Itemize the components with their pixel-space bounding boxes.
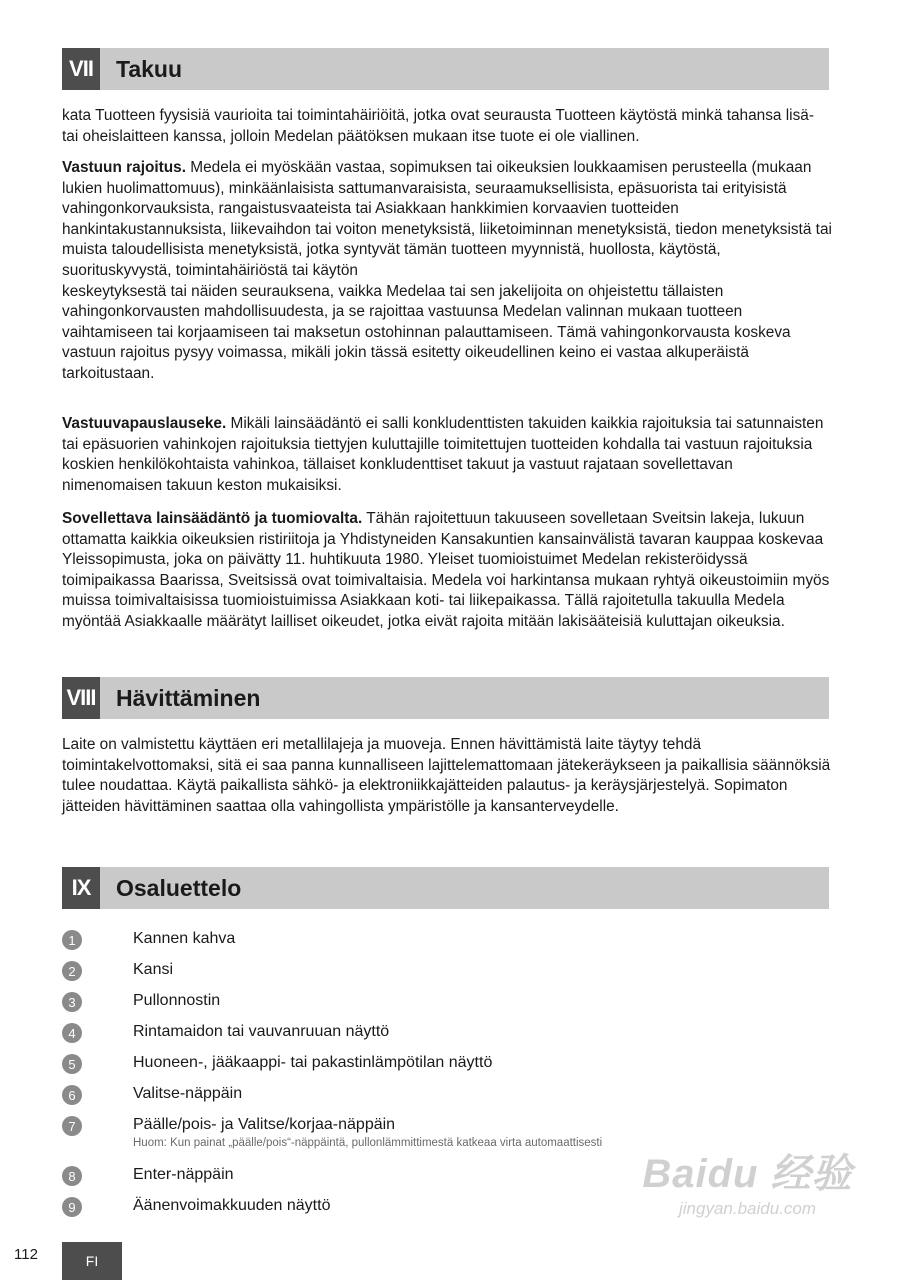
section-title: Hävittäminen [116,684,261,711]
paragraph-body: Tähän rajoitettuun takuuseen sovelletaan Sveitsin lakeja, lukuun ottamatta kaikkia oikeuksien ristiriitoja ja Yhdistyneiden Kansakuntien kansainvälistä tavaran kauppaa koskevaa Yleissopimusta, joka on päivätty 11. huhtikuuta 1980. Yleiset tuomioistuimet Medelan rekisteröidyssä toimipaikassa Baarissa, Sveitsissä ovat toimivaltaisia. Medela voi harkintansa mukaan ryhtyä oikeustoimiin myös muissa toimivaltaisissa tuomioistuimissa Asiakkaan koti- tai liikepaikassa. Tällä rajoitetulla takuulla Medela myöntää Asiakkaalle määrätyt lailliset oikeudet, jotka eivät rajoita mitään lakisääteisiä kuluttajan oikeuksia. [62,510,830,630]
list-item [62,1083,832,1114]
item-label: Rintamaidon tai vauvanruuan näyttö [133,1023,390,1040]
item-label: Äänenvoimakkuuden näyttö [133,1197,331,1214]
item-number-badge: 1 [62,930,82,950]
list-item [62,1052,832,1083]
language-tab: FI [62,1242,122,1280]
paragraph-lead: Vastuun rajoitus. [62,159,187,176]
list-item [62,959,832,990]
section-header-takuu [62,48,829,90]
item-label: Päälle/pois- ja Valitse/korjaa-näppäin [133,1116,396,1133]
item-label: Valitse-näppäin [133,1085,243,1102]
item-note: Huom: Kun painat „päälle/pois“-näppäintä, pullonlämmittimestä katkeaa virta automaattisesti [133,1137,603,1149]
watermark-url: jingyan.baidu.com [678,1199,817,1218]
section-number: VIII [62,677,100,719]
item-label: Kansi [133,961,174,978]
item-label: Pullonnostin [133,992,221,1009]
takuu-paragraph-1: kata Tuotteen fyysisiä vaurioita tai toimintahäiriöitä, jotka ovat seurausta Tuotteen käytöstä minkä tahansa lisä- tai oheislaitteen kanssa, jolloin Medelan päätöksen mukaan itse tuote ei ole viallinen. [62,107,814,145]
item-number-badge: 3 [62,992,82,1012]
paragraph-lead: Vastuuvapauslauseke. [62,415,227,432]
item-number-badge: 7 [62,1116,82,1136]
section-header-havittaminen [62,677,829,719]
takuu-paragraph-vastuuvapauslauseke [62,414,832,496]
section-title: Osaluettelo [116,874,242,901]
item-label: Huoneen-, jääkaappi- tai pakastinlämpötilan näyttö [133,1054,493,1071]
page-number: 112 [14,1246,38,1263]
item-label: Kannen kahva [133,930,236,947]
paragraph-lead: Sovellettava lainsäädäntö ja tuomiovalta. [62,510,363,527]
takuu-paragraph-lainsaadanto [62,509,832,633]
list-item [62,1021,832,1052]
section-title: Takuu [116,55,183,82]
section-number: IX [62,867,100,909]
list-item [62,990,832,1021]
section-number: VII [62,48,100,90]
paragraph-body: Medela ei myöskään vastaa, sopimuksen tai oikeuksien loukkaamisen perusteella (mukaan lukien huolimattomuus), minkäänlaisista sattumanvaraisista, seuraamuksellisista, epäsuorista tai erityisistä vahingonkorvauksista, rangaistusvaateista tai Asiakkaan hankkimien korvaavien tuotteiden hankintakustannuksista, liikevaihdon tai voiton menetyksistä, liiketoiminnan menetyksistä, tiedon menetyksistä tai muista taloudellisista menetyksistä, jotka syntyvät tämän tuotteen myynnistä, huollosta, käytöstä, suorituskyvystä, toimintahäiriöstä tai käytön [62,159,832,279]
item-number-badge: 2 [62,961,82,981]
havittaminen-paragraph: Laite on valmistettu käyttäen eri metallilajeja ja muoveja. Ennen hävittämistä laite täytyy tehdä toimintakelvottomaksi, sitä ei saa panna kunnalliseen lajittelemattomaan jätekeräykseen ja paikallisia säännöksiä tulee noudattaa. Käytä paikallista sähkö- ja elektroniikkajätteiden palautus- ja keräysjärjestelyä. Sopimaton jätteiden hävittäminen saattaa olla vahingollista ympäristölle ja kansanterveydelle. [62,736,831,815]
item-number-badge: 6 [62,1085,82,1105]
item-number-badge: 5 [62,1054,82,1074]
list-item [62,928,832,959]
paragraph-body: Mikäli lainsäädäntö ei salli konkludenttisten takuiden kaikkia rajoituksia tai satunnaisten tai epäsuorien vahinkojen rajoituksia tiettyjen kuluttajille toimitettujen tuotteiden kohdalla tai vastuun rajoituksia koskien henkilökohtaista vahinkoa, tällaiset konkludenttiset takuut ja vastuut rajataan sovellettavan nimenomaisen takuun keston mukaisiksi. [62,415,824,494]
item-number-badge: 4 [62,1023,82,1043]
takuu-paragraph-vastuun-rajoitus [62,158,832,385]
section-header-osaluettelo [62,867,829,909]
item-number-badge: 9 [62,1197,82,1217]
watermark-logo: Baidu 经验 [642,1152,853,1196]
item-number-badge: 8 [62,1166,82,1186]
paragraph-body-continued: keskeytyksestä tai näiden seurauksena, vaikka Medelaa tai sen jakelijoita on ohjeistettu tällaisten vahingonkorvausten mahdollisuudesta, ja se rajoittaa vastuunsa Medelan valinnan mukaan tuotteen vaihtamiseen tai korjaamiseen tai maksetun ostohinnan palauttamiseen. Tämä vahingonkorvausta koskeva vastuun rajoitus pysyy voimassa, mikäli jokin tässä esitetty oikeudellinen keino ei vastaa alkuperäistä tarkoitustaan. [62,282,791,382]
baidu-watermark [640,1150,855,1250]
item-label: Enter-näppäin [133,1166,234,1183]
